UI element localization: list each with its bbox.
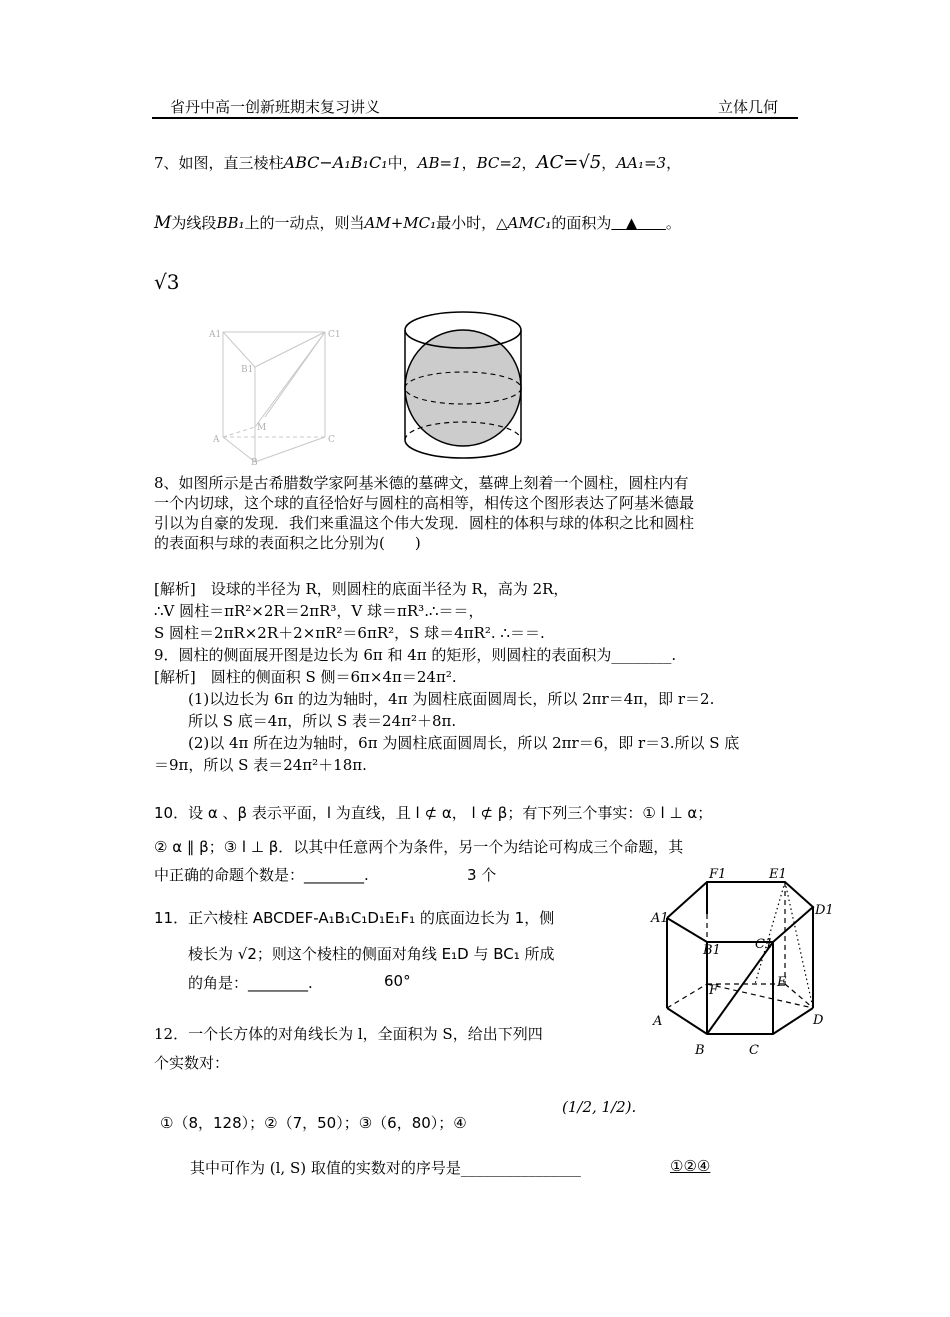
q7-label-m: M — [257, 423, 267, 433]
q7-label-b: B — [251, 458, 258, 467]
q11-label-c1: C1 — [755, 937, 774, 952]
q10-line2: ② α ∥ β；③ l ⊥ β．以其中任意两个为条件，另一个为结论可构成三个命题，其 — [154, 838, 684, 856]
q11-line3: 的角是：________. — [188, 974, 313, 992]
q7-label-c: C — [328, 435, 335, 445]
q11-answer: 60° — [384, 972, 411, 990]
q12-fraction: (1/2, 1/2). — [562, 1098, 637, 1116]
q12-pairs: ①（8，128）；②（7，50）；③（6，80）；④ — [160, 1114, 467, 1132]
q10-answer: 3 个 — [467, 866, 497, 884]
q7-label-b1: B1 — [241, 365, 254, 375]
q11-label-e: E — [777, 975, 787, 990]
q7-prism-figure — [205, 322, 345, 467]
q12-line1: 12．一个长方体的对角线长为 l，全面积为 S，给出下列四 — [154, 1025, 543, 1043]
q10-line3: 中正确的命题个数是：________. — [154, 866, 369, 884]
q11-line2: 棱长为 √2；则这个棱柱的侧面对角线 E₁D 与 BC₁ 所成 — [188, 945, 555, 963]
header-title: 省丹中高一创新班期末复习讲义 — [170, 98, 381, 116]
q8-text: 8、如图所示是古希腊数学家阿基米德的墓碑文，墓碑上刻着一个圆柱，圆柱内有 一个内切球，这个球的直径恰好与圆柱的高相等，相传这个图形表达了阿基米德最 引以为自豪的发现．我们来重温这个伟大发现．圆柱的体积与球的体积之比和圆柱 的表面积与球的表面积之比分别为( ) — [154, 474, 695, 552]
q11-label-d: D — [813, 1013, 824, 1028]
q11-label-d1: D1 — [815, 903, 834, 918]
q8-solution: [解析] 设球的半径为 R，则圆柱的底面半径为 R，高为 2R， ∴V 圆柱＝πR²×2R＝2πR³，V 球＝πR³.∴＝＝， S 圆柱＝2πR×2R＋2×πR²＝6πR²，S 球＝4πR². ∴＝＝. — [154, 580, 569, 642]
q11-label-f: F — [709, 983, 719, 998]
q9-text: 9．圆柱的侧面展开图是边长为 6π 和 4π 的矩形，则圆柱的表面积为________. [解析] 圆柱的侧面积 S 侧＝6π×4π＝24π². (1)以边长为 6π 的边为轴时，4π 为圆柱底面圆周长，所以 2πr＝4π，即 r＝2. 所以 S 底＝4π，所以 S 表＝24π²＋8π. (2)以 4π 所在边为轴时，6π 为圆柱底面圆周长，所以 2πr＝6，即 r＝3.所以 S 底 ＝9π，所以 S 表＝24π²＋18π. — [154, 646, 740, 774]
q11-label-c: C — [749, 1043, 759, 1058]
q11-label-a: A — [653, 1014, 663, 1029]
q10-line1: 10．设 α 、β 表示平面，l 为直线，且 l ⊄ α， l ⊄ β；有下列三个事实：① l ⊥ α； — [154, 804, 713, 822]
q7-label-a: A — [213, 435, 220, 445]
q11-line1: 11．正六棱柱 ABCDEF-A₁B₁C₁D₁E₁F₁ 的底面边长为 1，侧 — [154, 909, 555, 927]
q11-label-f1: F1 — [709, 867, 727, 882]
q7-label-c1: C1 — [328, 330, 341, 340]
q7-line2: M为线段BB₁上的一动点，则当AM+MC₁最小时，△AMC₁的面积为 ▲ 。 — [154, 213, 681, 233]
header-rule — [152, 117, 798, 119]
q12-answer: ①②④ — [670, 1157, 711, 1175]
q7-label-a1: A1 — [209, 330, 222, 340]
q8-cylinder-figure — [398, 306, 532, 476]
q11-label-e1: E1 — [769, 867, 787, 882]
q11-hexagonal-prism-figure — [645, 862, 845, 1067]
q12-line3: 其中可作为 (l, S) 取值的实数对的序号是________________ — [190, 1159, 581, 1177]
q12-line2: 个实数对： — [154, 1054, 230, 1072]
q7-line1: 7、如图，直三棱柱ABC−A₁B₁C₁中，AB=1，BC=2，AC=√5，AA₁=3， — [154, 152, 682, 173]
q11-label-b: B — [695, 1043, 705, 1058]
q11-label-a1: A1 — [651, 911, 669, 926]
q11-label-b1: B1 — [703, 943, 721, 958]
header-topic: 立体几何 — [718, 98, 779, 116]
q7-answer: √3 — [154, 270, 180, 294]
